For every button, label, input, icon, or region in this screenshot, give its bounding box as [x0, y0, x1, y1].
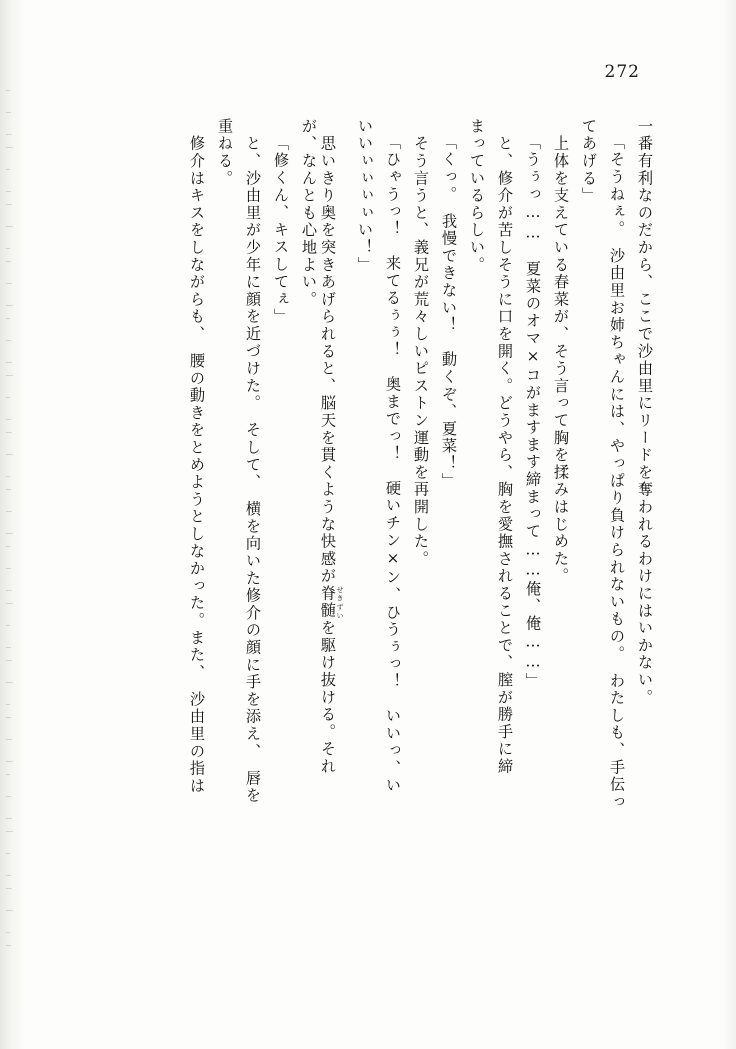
text-column: 「くっ。 我慢できない！ 動くぞ、夏菜！」 — [440, 134, 458, 490]
binding-marks — [6, 90, 16, 970]
text-column: 重ねる。 — [216, 118, 234, 188]
text-column: 一番有利なのだから、ここで沙由里にリードを奪われるわけにはいかない。 — [636, 118, 654, 707]
text-column: 「修くん、キスしてぇ」 — [272, 135, 290, 326]
text-column: と、修介が苦しそうに口を開く。どうやら、胸を愛撫されることで、膣が勝手に締 — [496, 118, 514, 776]
text-column: そう言うと、義兄が荒々しいピストン運動を再開した。 — [412, 118, 430, 568]
text-column: 上体を支えている春菜が、そう言って胸を揉みはじめた。 — [552, 118, 570, 586]
text-column: が、なんとも心地よい。 — [300, 118, 318, 309]
ruby-annotation: 脊髄 せきずい — [319, 585, 344, 620]
page-number: 272 — [604, 62, 640, 82]
vertical-text-block — [88, 118, 652, 970]
text-column: 修介はキスをしながらも、 腰の動きをとめようとしなかった。また、 沙由里の指は — [188, 118, 206, 795]
text-column: 「そうねぇ。 沙由里お姉ちゃんには、やっぱり負けられないもの。 わたしも、手伝っ — [608, 134, 626, 811]
text-column: いいぃぃぃぃい！」 — [356, 118, 374, 274]
text-column: と、沙由里が少年に顔を近づけた。 そして、 横を向いた修介の顔に手を添え、 唇を — [244, 118, 262, 805]
text-column: 「うぅっ…… 夏菜のオマ×コがますます締まって……俺、俺……」 — [524, 134, 542, 690]
text-column: 思いきり奥を突きあげられると、脳天を貫くような快感が脊髄 せきずいを駆け抜ける。それ — [319, 118, 344, 776]
text-column: 「ひゃうっ！ 来てるぅぅ！ 奥までっ！ 硬いチン×ン、ひうぅっ！ いいっ、い — [384, 134, 402, 795]
text-column: てあげる」 — [580, 118, 598, 205]
text-column: まっているらしい。 — [468, 118, 486, 274]
